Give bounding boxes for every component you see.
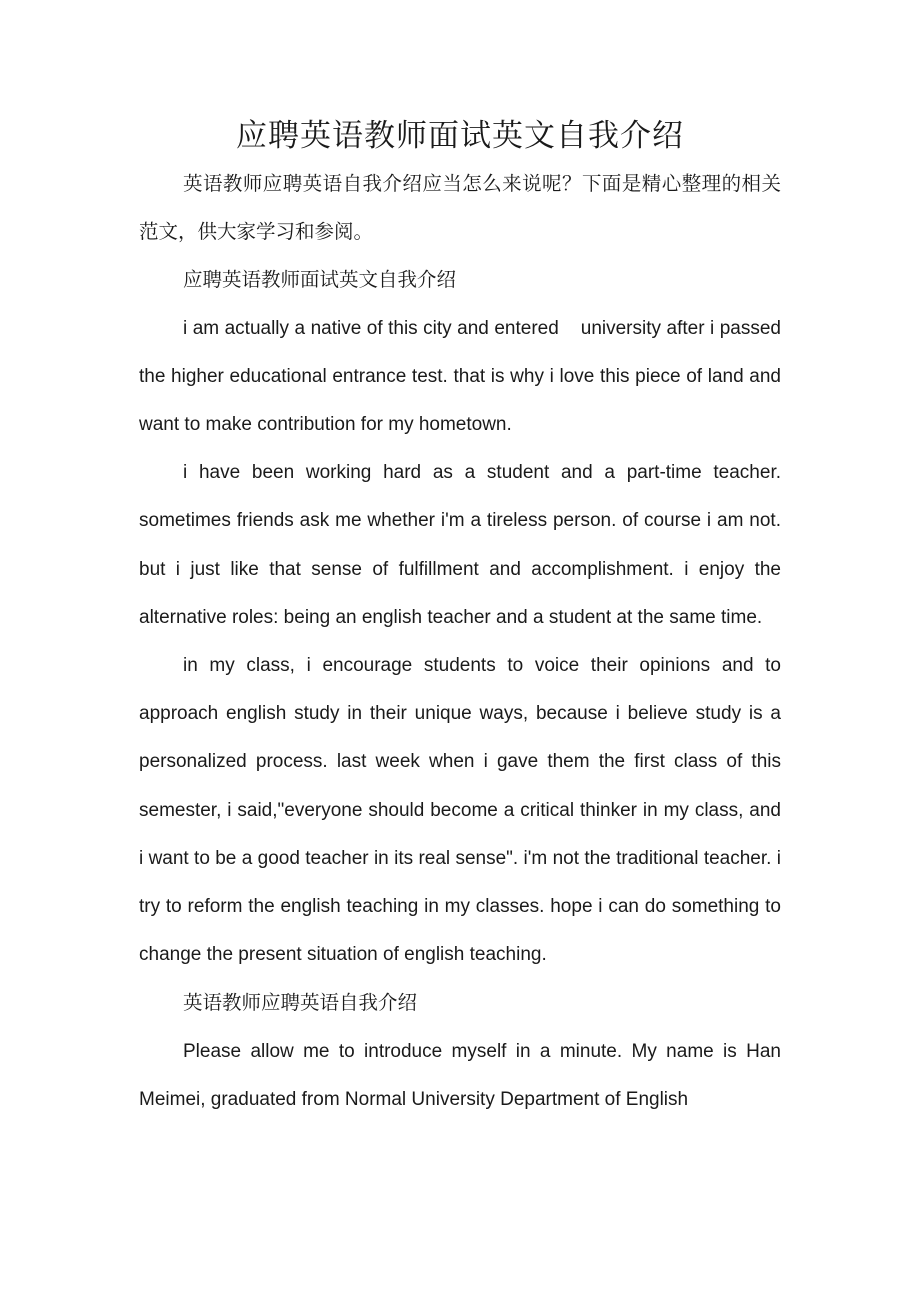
paragraph-allow-me: Please allow me to introduce myself in a minute. My name is Han Meimei, graduated from Normal University Department of English xyxy=(139,1040,781,1110)
paragraph-my-class: in my class, i encourage students to voice their opinions and to approach english study in their unique ways, because i believe study is a personalized process. last week when i gave them the first class of this semester, i said,"everyone should become a critical thinker in my class, and i want to be a good teacher in its real sense". i'm not the traditional teacher. i try to reform the english teaching in my classes. hope i can do something to change the present situation of english teaching. xyxy=(139,655,781,966)
paragraph-native-city: i am actually a native of this city and entered university after i passed the higher educational entrance test. that is why i love this piece of land and want to make contribution for my hometown. xyxy=(139,317,787,436)
section-heading-interview-intro: 应聘英语教师面试英文自我介绍 xyxy=(183,268,457,292)
intro-paragraph: 英语教师应聘英语自我介绍应当怎么来说呢？下面是精心整理的相关范文，供大家学习和参阅。 xyxy=(139,172,781,244)
document-title: 应聘英语教师面试英文自我介绍 xyxy=(236,118,684,154)
paragraph-working-hard: i have been working hard as a student and a part-time teacher. sometimes friends ask me whether i'm a tireless person. of course i am not. but i just like that sense of fulfillment and accomplishment. i enjoy the alternative roles: being an english teacher and a student at the same time. xyxy=(139,462,781,628)
section-heading-teacher-intro: 英语教师应聘英语自我介绍 xyxy=(183,991,418,1015)
document-body xyxy=(139,160,787,1124)
